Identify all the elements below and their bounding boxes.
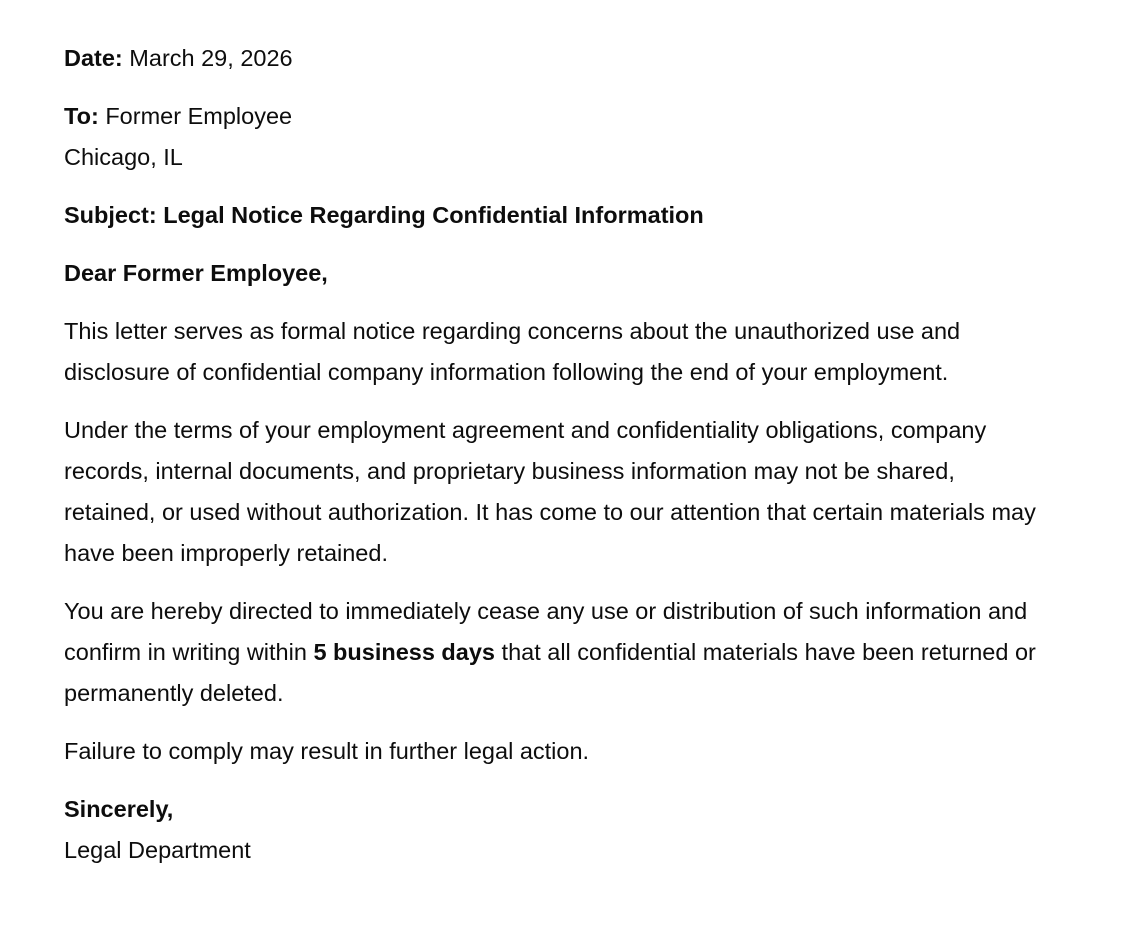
paragraph-notice: This letter serves as formal notice regarding concerns about the unauthorized use and disclosure of confidential company information following the end of your employment. — [64, 318, 961, 385]
paragraph-directive — [64, 591, 1050, 714]
directive-deadline: 5 business days — [313, 639, 496, 665]
directive-text-before: You are hereby directed to immediately cease any use or distribution of such information and confirm in writing within — [64, 598, 1028, 665]
subject-line: Subject: Legal Notice Regarding Confidential Information — [64, 202, 704, 228]
recipient-name: Former Employee — [105, 103, 293, 129]
recipient-block — [64, 96, 1050, 178]
recipient-location: Chicago, IL — [64, 144, 183, 170]
date-label: Date: — [64, 45, 123, 71]
paragraph-obligations: Under the terms of your employment agreement and confidentiality obligations, company records, internal documents, and proprietary business information may not be shared, retained, or used without authorization. It has come to our attention that certain materials may have been improperly retained. — [64, 417, 1036, 566]
directive-text-after: that all confidential materials have been returned or permanently deleted. — [64, 639, 1036, 706]
letter-body — [64, 38, 1050, 871]
recipient-label: To: — [64, 103, 99, 129]
recipient-line — [64, 96, 1050, 137]
date-value: March 29, 2026 — [129, 45, 293, 71]
paragraph-consequences: Failure to comply may result in further legal action. — [64, 738, 590, 764]
date-line — [64, 38, 1050, 79]
closing-signature: Legal Department — [64, 837, 251, 863]
closing-block — [64, 789, 1050, 871]
date-block — [64, 38, 1050, 79]
closing-salutation: Sincerely, — [64, 796, 174, 822]
salutation: Dear Former Employee, — [64, 260, 328, 286]
